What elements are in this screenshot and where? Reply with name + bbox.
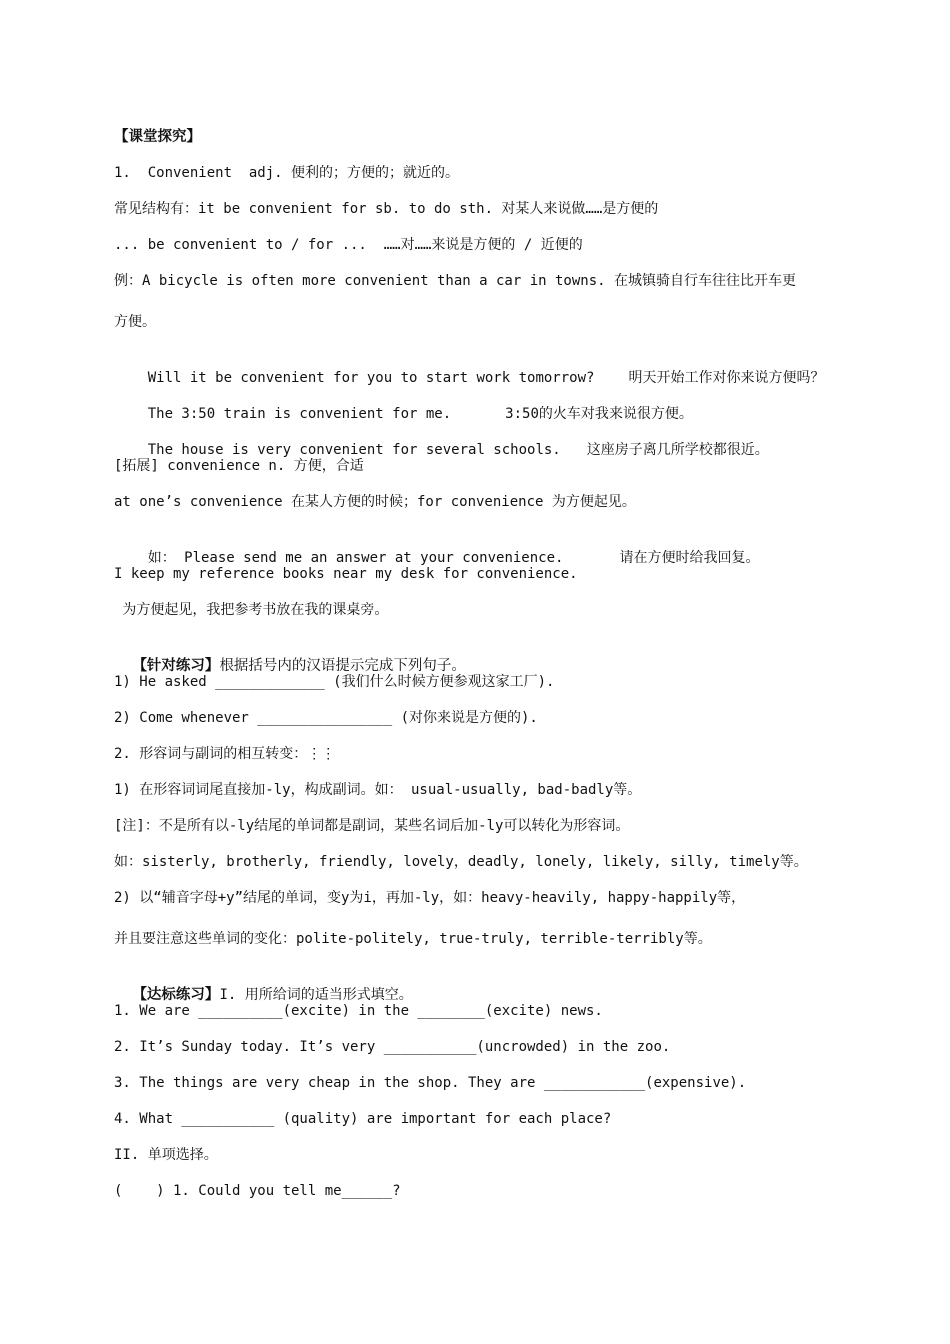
item-convenient: 1. Convenient adj. 便利的；方便的；就近的。 [114,165,460,181]
example-line-1a: 例：A bicycle is often more convenient than a car in towns. 在城镇骑自行车往往比开车更 [114,273,797,289]
note-line: [注]：不是所有以-ly结尾的单词都是副词，某些名词后加-ly可以转化为形容词。 [114,818,630,834]
example-4-chinese: 这座房子离几所学校都很近。 [586,442,769,458]
fill-question-2: 2. It’s Sunday today. It’s very ___________(uncrowded) in the zoo. [114,1039,671,1055]
part-2-title: II. 单项选择。 [114,1147,218,1163]
structure-line-1: 常见结构有：it be convenient for sb. to do sth. 对某人来说做……是方便的 [114,201,659,217]
fill-question-1: 1. We are __________(excite) in the ________(excite) news. [114,1003,603,1019]
example-2-chinese: 明天开始工作对你来说方便吗？ [628,370,825,386]
example-3-english: The 3:50 train is convenient for me. [147,406,452,422]
part-1-title: I. 用所给词的适当形式填空。 [219,987,413,1003]
extend-example-1-english: 如： Please send me an answer at your convenience. [147,550,564,566]
item-adj-adv: 2. 形容词与副词的相互转变：⋮⋮ [114,746,336,762]
extend-phrases: at one’s convenience 在某人方便的时候；for convenience 为方便起见。 [114,494,636,510]
practice-question-1: 1) He asked _____________ (我们什么时候方便参观这家工厂). [114,674,555,690]
structure-line-2: ... be convenient to / for ... ……对……来说是方便的 / 近便的 [114,237,583,253]
practice-question-2: 2) Come whenever ________________ (对你来说是方便的). [114,710,538,726]
fill-question-3: 3. The things are very cheap in the shop. They are ____________(expensive). [114,1075,747,1091]
section-heading-practice: 【针对练习】 [132,657,220,674]
extend-example-2-chinese: 为方便起见，我把参考书放在我的课桌旁。 [114,602,389,618]
choice-question-1: ( ) 1. Could you tell me______? [114,1183,401,1199]
rule-2b: 并且要注意这些单词的变化：polite-politely, true-truly, terrible-terribly等。 [114,931,712,947]
rule-2a: 2) 以“辅音字母+y”结尾的单词，变y为i，再加-ly，如：heavy-heavily, happy-happily等， [114,890,746,906]
extend-example-2-english: I keep my reference books near my desk for convenience. [114,566,578,582]
rule-1: 1) 在形容词词尾直接加-ly，构成副词。如： usual-usually, bad-badly等。 [114,782,642,798]
fill-question-4: 4. What ___________ (quality) are important for each place? [114,1111,612,1127]
example-3-chinese: 3:50的火车对我来说很方便。 [505,406,693,422]
practice-instruction: 根据括号内的汉语提示完成下列句子。 [219,658,466,674]
example-2-english: Will it be convenient for you to start work tomorrow? [147,370,595,386]
example-4-english: The house is very convenient for several schools. [147,442,561,458]
extend-line: [拓展] convenience n. 方便，合适 [114,458,364,474]
extend-example-1-chinese: 请在方便时给我回复。 [619,550,760,566]
section-heading-explore: 【课堂探究】 [114,128,201,145]
example-line-1b: 方便。 [114,314,156,330]
note-examples: 如：sisterly, brotherly, friendly, lovely，deadly, lonely, likely, silly, timely等。 [114,854,808,870]
section-heading-standard: 【达标练习】 [132,986,220,1003]
